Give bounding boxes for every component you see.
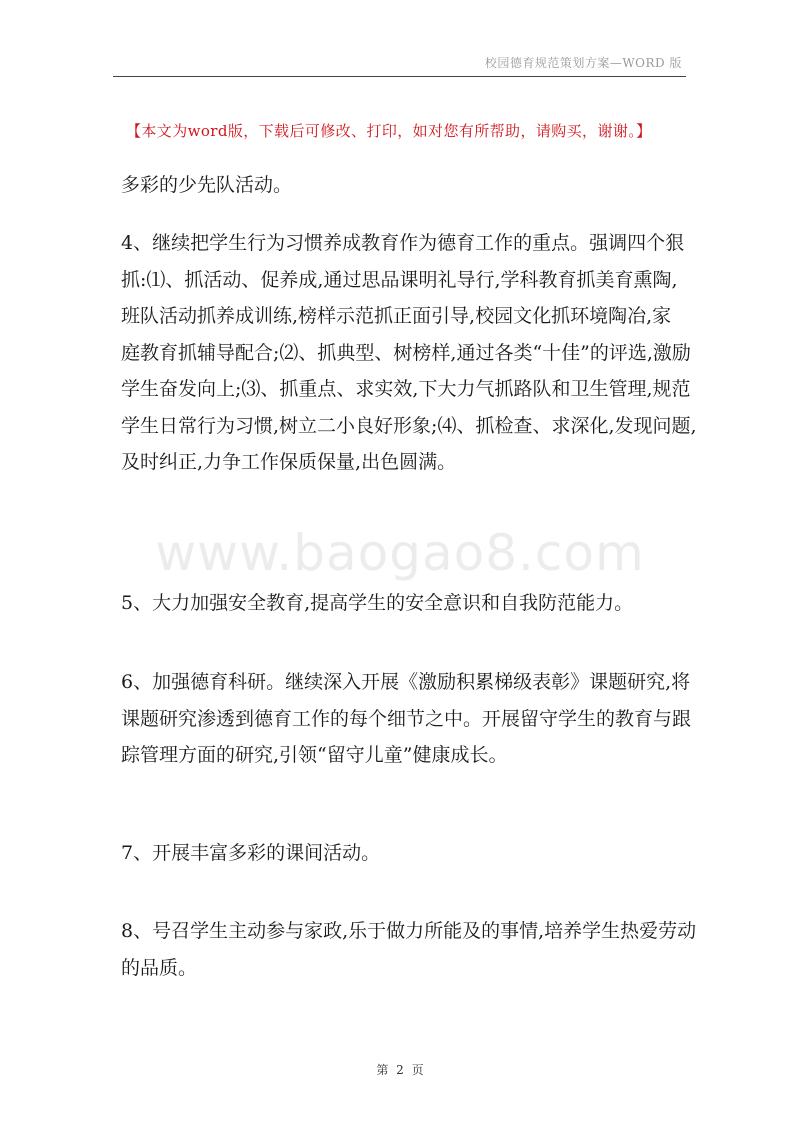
watermark: www.baogao8.com — [155, 524, 645, 582]
paragraph-line: 及时纠正,力争工作保质保量,出色圆满。 — [121, 451, 457, 473]
page-number: 第 2 页 — [376, 1063, 424, 1077]
paragraph-item-5 — [121, 585, 681, 622]
paragraph-line: 的品质。 — [121, 956, 198, 979]
paragraph-line: 课题研究渗透到德育工作的每个细节之中。开展留守学生的教育与跟 — [121, 707, 692, 730]
paragraph-line: 抓:⑴、抓活动、促养成,通过思品课明礼导行,学科教育抓美育熏陶, — [121, 268, 678, 291]
paragraph-line: 多彩的少先队活动。 — [121, 174, 293, 196]
paragraph-line: 6、加强德育科研。继续深入开展《激励积累梯级表彰》课题研究,将 — [121, 671, 691, 693]
header-divider — [113, 76, 686, 77]
paragraph-line: 庭教育抓辅导配合;⑵、抓典型、树榜样,通过各类“十佳”的评选,激励 — [121, 341, 691, 364]
paragraph-item-4 — [121, 225, 697, 481]
paragraph-item-8 — [121, 913, 697, 986]
paragraph-line: 7、开展丰富多彩的课间活动。 — [121, 842, 381, 864]
download-notice: 【本文为word版，下载后可修改、打印，如对您有所帮助，请购买，谢谢。】 — [126, 122, 652, 140]
paragraph-item-7 — [121, 835, 681, 872]
page-header-title: 校园德育规范策划方案—WORD 版 — [484, 56, 682, 70]
paragraph-line: 8、号召学生主动参与家政,乐于做力所能及的事情,培养学生热爱劳动 — [121, 920, 697, 942]
paragraph-continued — [121, 167, 681, 204]
paragraph-line: 4、继续把学生行为习惯养成教育作为德育工作的重点。强调四个狠 — [121, 232, 685, 254]
paragraph-line: 班队活动抓养成训练,榜样示范抓正面引导,校园文化抓环境陶冶,家 — [121, 305, 672, 327]
paragraph-line: 学生日常行为习惯,树立二小良好形象;⑷、抓检查、求深化,发现问题, — [121, 414, 697, 437]
paragraph-line: 学生奋发向上;⑶、抓重点、求实效,下大力气抓路队和卫生管理,规范 — [121, 378, 691, 400]
paragraph-item-6 — [121, 664, 692, 774]
paragraph-line: 5、大力加强安全教育,提高学生的安全意识和自我防范能力。 — [121, 592, 634, 614]
paragraph-line: 踪管理方面的研究,引领“留守儿童”健康成长。 — [121, 744, 508, 766]
